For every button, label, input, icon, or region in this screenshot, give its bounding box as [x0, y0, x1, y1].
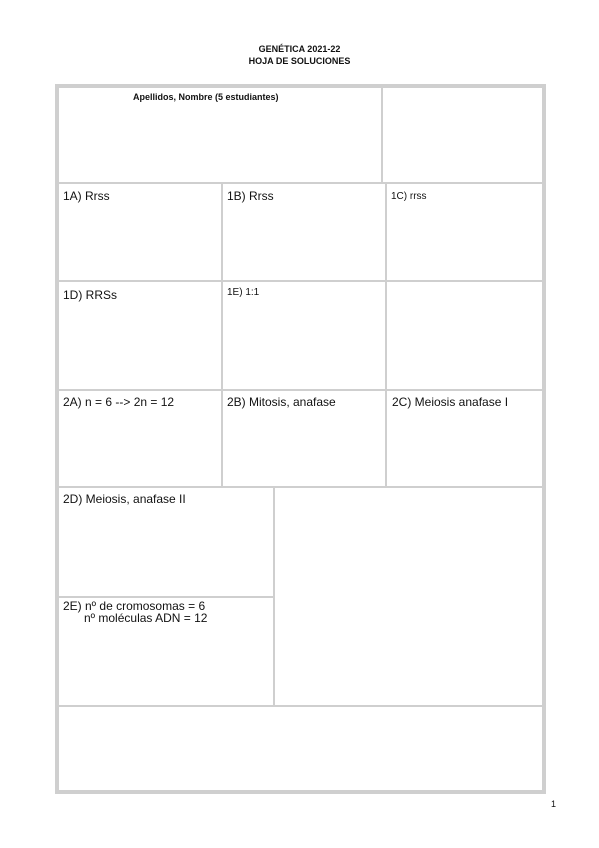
drawing-box-large — [273, 486, 544, 707]
answer-2b: 2B) Mitosis, anafase — [227, 395, 336, 409]
answer-box-2a — [57, 389, 223, 488]
answer-box-1c — [385, 182, 544, 282]
answer-box-2b — [221, 389, 387, 488]
answer-box-1a — [57, 182, 223, 282]
answer-2a: 2A) n = 6 --> 2n = 12 — [63, 395, 175, 409]
answer-box-2d — [57, 486, 275, 598]
answer-box-2e — [57, 596, 275, 707]
empty-box-row2 — [385, 280, 544, 391]
answer-1b: 1B) Rrss — [227, 189, 274, 203]
names-label: Apellidos, Nombre (5 estudiantes) — [133, 92, 279, 102]
answer-1e: 1E) 1:1 — [227, 287, 260, 298]
answer-2c: 2C) Meiosis anafase I — [392, 395, 509, 409]
answer-box-1d — [57, 280, 223, 391]
sheet-title: HOJA DE SOLUCIONES — [248, 56, 351, 66]
answer-box-2c — [385, 389, 544, 488]
answer-1d: 1D) RRSs — [63, 288, 118, 302]
grade-box — [381, 86, 544, 184]
answer-box-1b — [221, 182, 387, 282]
answer-1c: 1C) rrss — [391, 191, 427, 202]
answer-box-1e — [221, 280, 387, 391]
bottom-empty-box — [57, 705, 544, 792]
page-number: 1 — [551, 799, 557, 809]
subject-title: GENÉTICA 2021-22 — [258, 44, 341, 54]
answer-1a: 1A) Rrss — [63, 189, 110, 203]
answer-2e-line2: nº moléculas ADN = 12 — [84, 611, 208, 625]
answer-2e-line1: 2E) nº de cromosomas = 6 — [63, 599, 206, 613]
answer-2d: 2D) Meiosis, anafase II — [63, 492, 186, 506]
names-box — [57, 86, 383, 184]
